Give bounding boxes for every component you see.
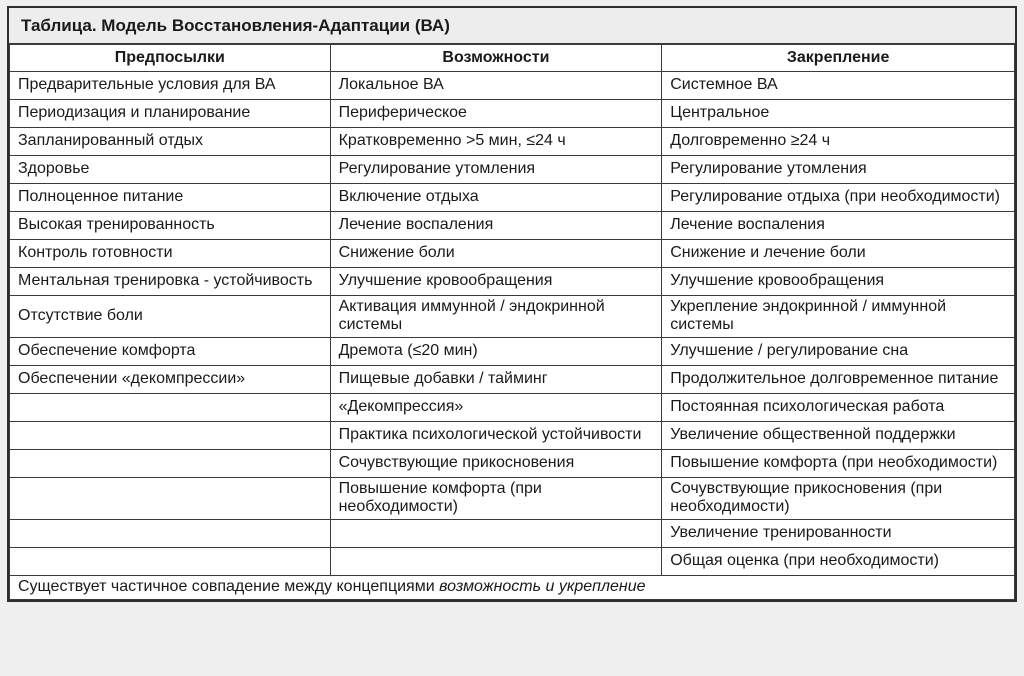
table-row: [10, 296, 1015, 338]
cell: Регулирование утомления: [662, 156, 1015, 184]
cell: [10, 449, 331, 477]
footer-row: [10, 575, 1015, 599]
cell: Лечение воспаления: [662, 212, 1015, 240]
cell: Системное ВА: [662, 72, 1015, 100]
cell: Постоянная психологическая работа: [662, 393, 1015, 421]
table-row: [10, 128, 1015, 156]
cell: «Декомпрессия»: [330, 393, 662, 421]
cell: Снижение боли: [330, 240, 662, 268]
cell: Периодизация и планирование: [10, 100, 331, 128]
cell: Центральное: [662, 100, 1015, 128]
table-row: [10, 421, 1015, 449]
column-header-prerequisites: Предпосылки: [10, 45, 331, 72]
table-row: [10, 519, 1015, 547]
cell: Высокая тренированность: [10, 212, 331, 240]
recovery-adaptation-table: [7, 6, 1017, 602]
cell: Полноценное питание: [10, 184, 331, 212]
header-row: [10, 45, 1015, 72]
cell: Увеличение общественной поддержки: [662, 421, 1015, 449]
table-row: [10, 449, 1015, 477]
cell: Повышение комфорта (при необходимости): [330, 477, 662, 519]
cell: Общая оценка (при необходимости): [662, 547, 1015, 575]
cell: Активация иммунной / эндокринной системы: [330, 296, 662, 338]
cell: Долговременно ≥24 ч: [662, 128, 1015, 156]
cell: Регулирование утомления: [330, 156, 662, 184]
cell: [10, 547, 331, 575]
cell: Сочувствующие прикосновения: [330, 449, 662, 477]
column-header-consolidation: Закрепление: [662, 45, 1015, 72]
table-row: [10, 156, 1015, 184]
cell: Ментальная тренировка - устойчивость: [10, 268, 331, 296]
table-title: Таблица. Модель Восстановления-Адаптации (ВА): [9, 8, 1015, 44]
table-row: [10, 72, 1015, 100]
table-body: [10, 72, 1015, 576]
cell: Кратковременно >5 мин, ≤24 ч: [330, 128, 662, 156]
cell: [330, 547, 662, 575]
cell: Включение отдыха: [330, 184, 662, 212]
table-row: [10, 240, 1015, 268]
footer-note-text: Существует частичное совпадение между концепциями: [18, 577, 440, 595]
table-row: [10, 477, 1015, 519]
cell: Улучшение / регулирование сна: [662, 337, 1015, 365]
cell: Сочувствующие прикосновения (при необходимости): [662, 477, 1015, 519]
cell: Укрепление эндокринной / иммунной системы: [662, 296, 1015, 338]
table-row: [10, 212, 1015, 240]
cell: [10, 421, 331, 449]
table-row: [10, 184, 1015, 212]
column-header-opportunities: Возможности: [330, 45, 662, 72]
table-row: [10, 393, 1015, 421]
table-row: [10, 268, 1015, 296]
cell: Практика психологической устойчивости: [330, 421, 662, 449]
cell: [10, 393, 331, 421]
cell: Улучшение кровообращения: [662, 268, 1015, 296]
cell: Снижение и лечение боли: [662, 240, 1015, 268]
cell: Контроль готовности: [10, 240, 331, 268]
cell: Увеличение тренированности: [662, 519, 1015, 547]
cell: Повышение комфорта (при необходимости): [662, 449, 1015, 477]
cell: [10, 477, 331, 519]
cell: Пищевые добавки / тайминг: [330, 365, 662, 393]
cell: Локальное ВА: [330, 72, 662, 100]
table-row: [10, 365, 1015, 393]
cell: Дремота (≤20 мин): [330, 337, 662, 365]
cell: Лечение воспаления: [330, 212, 662, 240]
cell: Здоровье: [10, 156, 331, 184]
footer-note: [10, 575, 1015, 599]
table-row: [10, 547, 1015, 575]
cell: [10, 519, 331, 547]
table-row: [10, 100, 1015, 128]
cell: Продолжительное долговременное питание: [662, 365, 1015, 393]
footer-note-italic-terms: возможность и укрепление: [439, 577, 646, 595]
cell: Улучшение кровообращения: [330, 268, 662, 296]
cell: Регулирование отдыха (при необходимости): [662, 184, 1015, 212]
table-row: [10, 337, 1015, 365]
cell: Запланированный отдых: [10, 128, 331, 156]
cell: Обеспечение комфорта: [10, 337, 331, 365]
cell: [330, 519, 662, 547]
cell: Отсутствие боли: [10, 296, 331, 338]
cell: Обеспечении «декомпрессии»: [10, 365, 331, 393]
cell: Предварительные условия для ВА: [10, 72, 331, 100]
data-table: [9, 44, 1015, 600]
cell: Периферическое: [330, 100, 662, 128]
